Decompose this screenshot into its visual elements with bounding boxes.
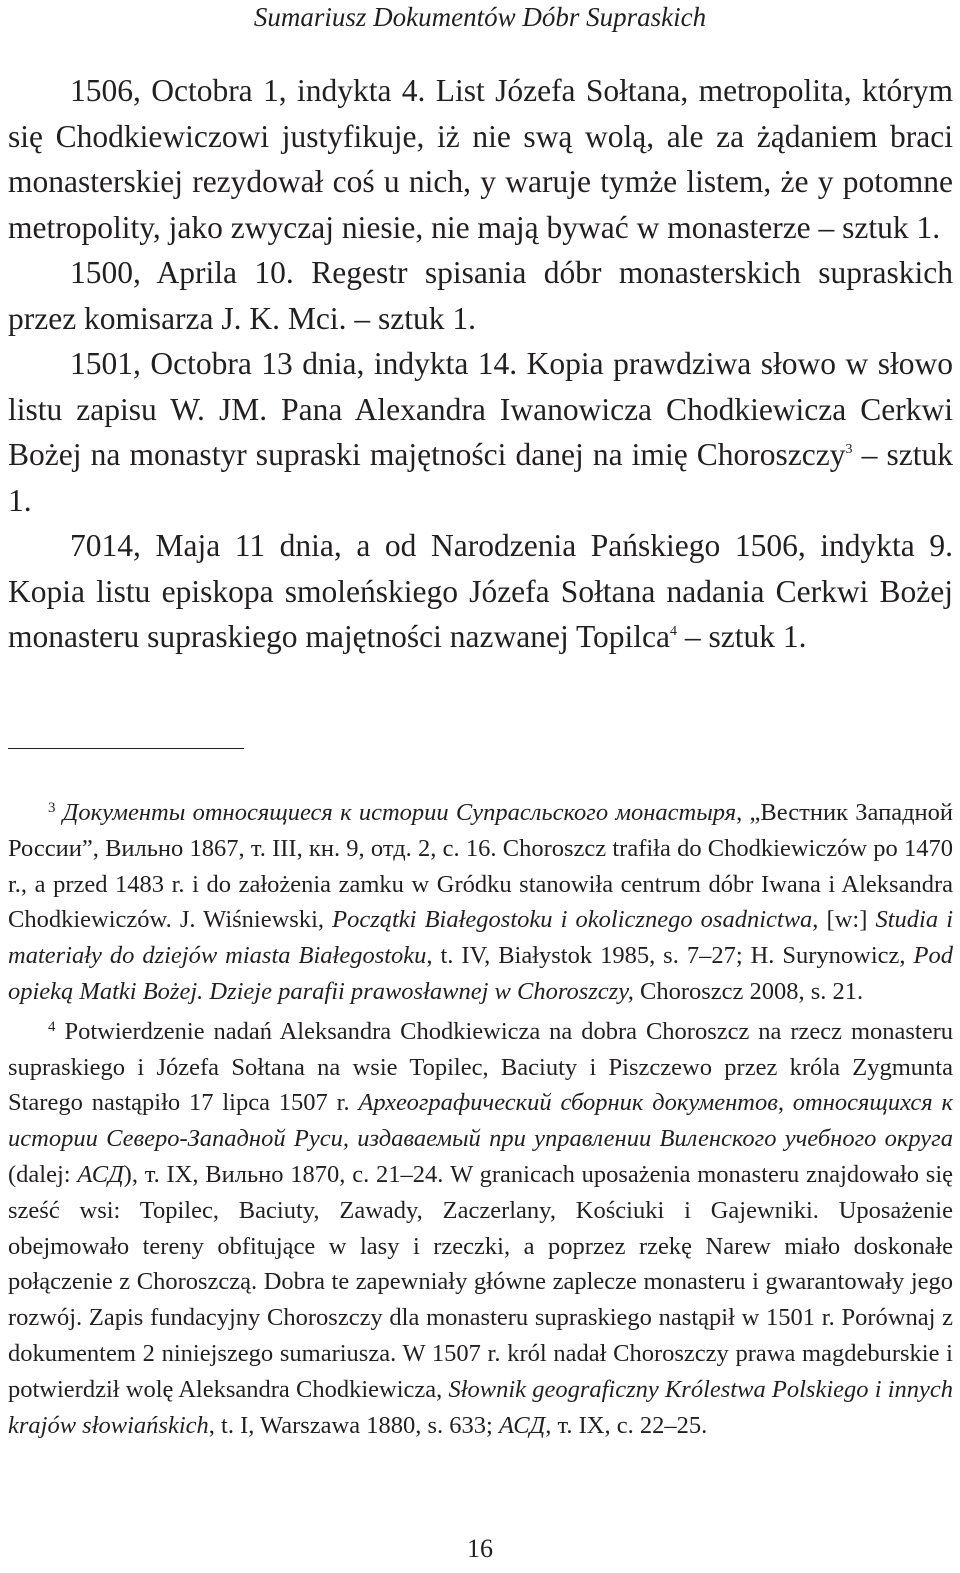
footnote-italic: АСД: [498, 1411, 546, 1439]
footnote-italic: Документы относящиеся к истории Супрасльского монастыря: [62, 799, 737, 826]
footnote-separator: [8, 748, 244, 749]
footnote-ref-4: 4: [670, 624, 678, 639]
footnote-italic: Studia i materiały do dziejów miasta Białegostoku: [8, 906, 953, 970]
entry-1500-regestr: [8, 250, 953, 341]
footnote-italic: Pod opieką Matki Bożej. Dzieje parafii prawosławnej w Choroszczy,: [8, 942, 953, 1005]
entry-text: 1501, Octobra 13 dnia, indykta 14. Kopia prawdziwa słowo w słowo listu zapisu W. JM. Pana Alexandra Iwanowicza Chodkiewicza Cerkwi Bożej na monastyr supraski majętności danej na imię Choroszczy: [8, 346, 953, 472]
footnote-italic: Археографический сборник документов, относящихся к истории Северо-Западной Руси, издаваемый при управлении Виленского учебного округа: [8, 1089, 954, 1153]
footnotes: [8, 791, 953, 1443]
footnote-text: , t. I, Warszawa 1880, s. 633;: [208, 1411, 499, 1439]
entry-text: 7014, Maja 11 dnia, a od Narodzenia Pańskiego 1506, indykta 9. Kopia listu episkopa smoleńskiego Józefa Sołtana nadania Cerkwi Bożej monasteru supraskiego majętności nazwanej Topilca: [8, 528, 953, 654]
footnote-text: Potwierdzenie nadań Aleksandra Chodkiewicza na dobra Choroszcz na rzecz monasteru supraskiego i Józefa Sołtana na wsie Topilec, Baciuty i Piszczewo przez króla Zygmunta Starego nastąpiło 17 lipca 1507 r.: [8, 1017, 953, 1117]
footnote-text: , т. IX, с. 22–25.: [545, 1411, 708, 1439]
footnote-text: , „Вестник Западной России”, Вильно 1867, т. III, кн. 9, отд. 2, с. 16. Choroszcz trafiła do Chodkiewiczów po 1470 r., a przed 1483 r. i do założenia zamku w Gródku stanowiła centrum dóbr Iwana i Aleksandra Chodkiewiczów. J. Wiśniewski,: [8, 799, 954, 934]
footnote-italic: АСД: [77, 1160, 124, 1188]
document-body: [8, 68, 953, 660]
footnote-italic: Słownik geograficzny Królestwa Polskiego i innych krajów słowiańskich: [8, 1375, 953, 1439]
entry-1506-list-sołtana: [8, 68, 953, 250]
footnote-text: , t. IV, Białystok 1985, s. 7–27; H. Surynowicz,: [426, 942, 914, 970]
footnote-text: Choroszcz 2008, s. 21.: [633, 977, 864, 1005]
footnote-text: (dalej:: [8, 1160, 78, 1188]
footnote-3: [8, 791, 953, 1010]
entry-text-tail: – sztuk 1.: [677, 619, 807, 654]
entry-7014-kopia: [8, 523, 953, 660]
running-title: Sumariusz Dokumentów Dóbr Supraskich: [253, 2, 707, 32]
entry-text: 1500, Aprila 10. Regestr spisania dóbr monasterskich supraskich przez komisarza J. K. Mci. – sztuk 1.: [8, 255, 953, 336]
footnote-text: , [w:]: [812, 906, 876, 934]
footnote-4: [8, 1010, 953, 1444]
page-number: 16: [467, 1534, 493, 1563]
entry-text: 1506, Octobra 1, indykta 4. List Józefa Sołtana, metropolita, którym się Chodkiewiczowi justyfikuje, iż nie swą wolą, ale za żądaniem braci monasterskiej rezydował coś u nich, y waruje tymże listem, że y potomne metropolity, jako zwyczaj niesie, nie mają bywać w monasterze – sztuk 1.: [8, 73, 953, 245]
footnote-italic: Początki Białegostoku i okolicznego osadnictwa: [332, 906, 813, 934]
entry-text-tail: – sztuk 1.: [8, 437, 953, 518]
footnote-number: 4: [48, 1018, 56, 1035]
footnote-ref-3: 3: [845, 442, 853, 457]
footnote-text: ), т. IX, Вильно 1870, с. 21–24. W granicach uposażenia monasteru znajdowało się sześć wsi: Topilec, Baciuty, Zawady, Zaczerlany, Kościuki i Gajewniki. Uposażenie obejmowało tereny obfitujące w lasy i rzeczki, a poprzez rzekę Narew miało doskonałe połączenie z Choroszczą. Dobra te zapewniały główne zaplecze monasteru i gwarantowały jego rozwój. Zapis fundacyjny Choroszczy dla monasteru supraskiego nastąpił w 1501 r. Porównaj z dokumentem 2 niniejszego sumariusza. W 1507 r. król nadał Choroszczy prawa magdeburskie i potwierdził wolę Aleksandra Chodkiewicza,: [8, 1160, 954, 1403]
entry-1501-kopia: [8, 341, 953, 523]
footnote-number: 3: [48, 800, 56, 816]
